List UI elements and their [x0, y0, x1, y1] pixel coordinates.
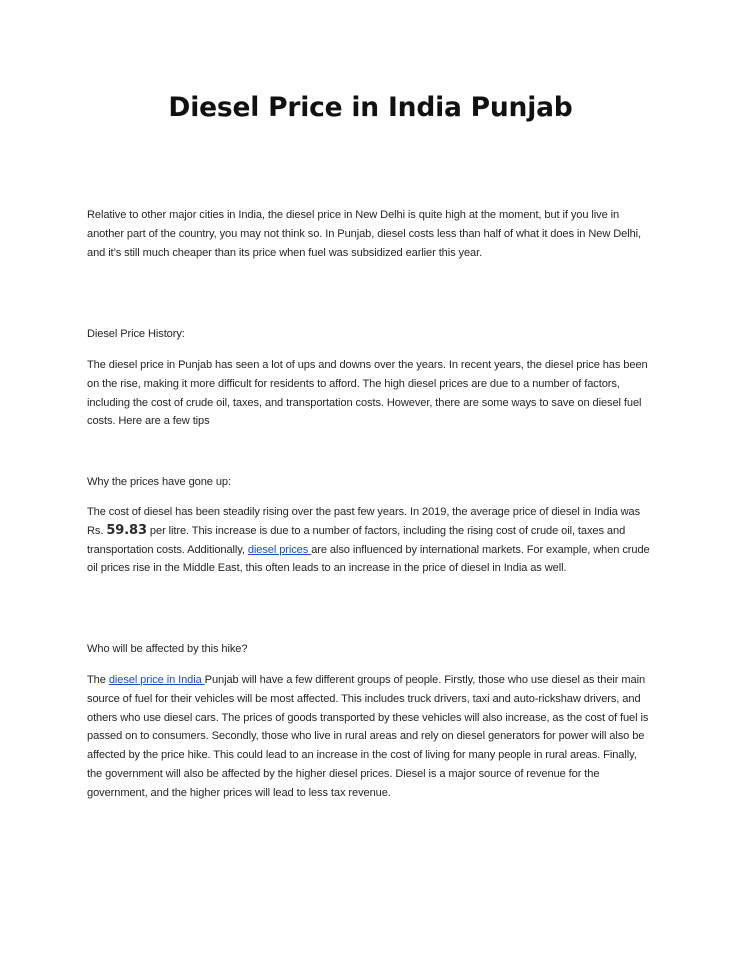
why-text-part1: The cost of diesel has been steadily rising over the past few years. In 2019, the average price of diesel in India was Rs. — [87, 506, 641, 537]
diesel-prices-link[interactable]: diesel prices — [247, 543, 312, 556]
history-paragraph — [87, 356, 653, 431]
history-heading: Diesel Price History: — [87, 328, 185, 340]
history-heading-block — [87, 325, 653, 344]
page-title: Diesel Price in India Punjab — [168, 92, 573, 123]
why-heading: Why the prices have gone up: — [87, 476, 231, 488]
average-price-value: 59.83 — [106, 522, 147, 538]
who-text-part2: Punjab will have a few different groups of people. Firstly, those who use diesel as their main source of fuel for their vehicles will be most affected. This includes truck drivers, taxi and auto-rickshaw drivers, and others who use diesel cars. The prices of goods transported by these vehicles will also increase, as the cost of fuel is passed on to consumers. Secondly, those who live in rural areas and rely on diesel generators for power will also be affected by the price hike. This could lead to an increase in the cost of living for many people in rural areas. Finally, the government will also be affected by the higher diesel prices. Diesel is a major source of revenue for the government, and the higher prices will lead to less tax revenue. — [87, 674, 649, 799]
why-paragraph — [87, 503, 653, 578]
why-text-part3: are also influenced by international markets. For example, when crude oil prices rise in the Middle East, this often leads to an increase in the price of diesel in India as well. — [87, 543, 650, 575]
diesel-price-in-india-link[interactable]: diesel price in India — [108, 674, 205, 686]
intro-paragraph — [87, 206, 653, 262]
history-text: The diesel price in Punjab has seen a lot of ups and downs over the years. In recent years, the diesel price has been on the rise, making it more difficult for residents to afford. The high diesel prices are due to a number of factors, including the cost of crude oil, taxes, and transportation costs. However, there are some ways to save on diesel fuel costs. Here are a few tips — [87, 359, 648, 428]
who-text — [87, 671, 653, 803]
who-text-part1: The — [87, 674, 109, 686]
why-text — [87, 503, 653, 578]
why-heading-block — [87, 473, 653, 492]
who-heading-block — [87, 640, 653, 659]
why-text-part2: per litre. This increase is due to a number of factors, including the rising cost of crude oil, taxes and transportation costs. Additionally, — [87, 524, 626, 556]
who-paragraph — [87, 671, 653, 803]
intro-text: Relative to other major cities in India, the diesel price in New Delhi is quite high at the moment, but if you live in another part of the country, you may not think so. In Punjab, diesel costs less than half of what it does in New Delhi, and it’s still much cheaper than its price when fuel was subsidized earlier this year. — [87, 209, 641, 259]
who-heading: Who will be affected by this hike? — [87, 643, 248, 655]
